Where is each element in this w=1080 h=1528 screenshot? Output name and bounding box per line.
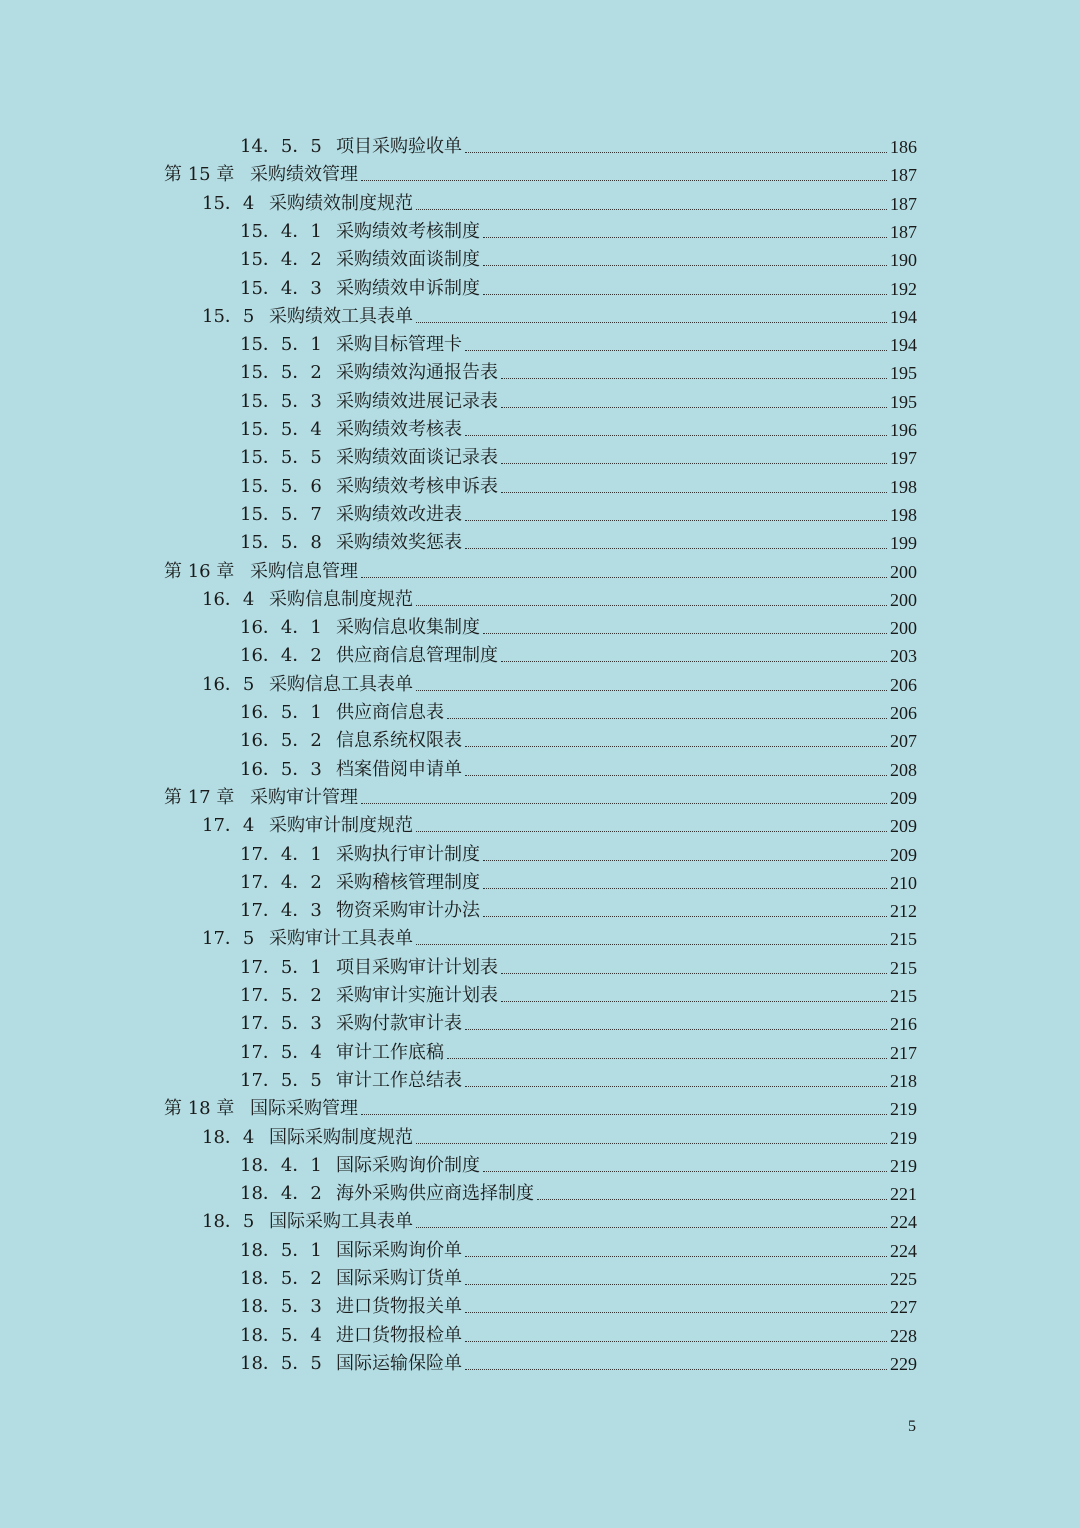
toc-entry-number: 16．5 bbox=[202, 673, 255, 695]
toc-entry-title: 采购绩效改进表 bbox=[336, 503, 462, 525]
toc-leader-dots bbox=[416, 831, 887, 832]
toc-entry[interactable] bbox=[240, 1290, 917, 1318]
toc-entry[interactable] bbox=[164, 555, 917, 583]
toc-entry-title: 采购稽核管理制度 bbox=[336, 871, 480, 893]
toc-entry-number: 15．5．3 bbox=[240, 390, 322, 412]
toc-leader-dots bbox=[501, 1001, 887, 1002]
toc-entry[interactable] bbox=[240, 272, 917, 300]
toc-entry[interactable] bbox=[240, 1149, 917, 1177]
toc-entry-number: 17．4．2 bbox=[240, 871, 322, 893]
toc-entry[interactable] bbox=[240, 866, 917, 894]
toc-entry-title: 采购绩效面谈制度 bbox=[336, 249, 480, 271]
toc-entry-page: 224 bbox=[890, 1240, 917, 1261]
toc-leader-dots bbox=[465, 1284, 887, 1285]
toc-entry-number: 15．5．4 bbox=[240, 419, 322, 440]
toc-entry-number: 17．5．4 bbox=[240, 1041, 322, 1063]
toc-entry-number: 第 17 章 bbox=[164, 786, 235, 808]
toc-entry-page: 200 bbox=[890, 618, 917, 639]
toc-entry-page: 195 bbox=[890, 391, 917, 412]
toc-entry-title: 采购信息收集制度 bbox=[336, 617, 480, 639]
toc-leader-dots bbox=[416, 605, 887, 606]
toc-entry-title: 采购绩效制度规范 bbox=[269, 192, 413, 214]
toc-entry[interactable] bbox=[240, 1177, 917, 1205]
toc-entry-title: 进口货物报关单 bbox=[336, 1296, 462, 1318]
toc-entry-number: 15．4 bbox=[202, 192, 255, 214]
toc-entry-page: 190 bbox=[890, 250, 917, 271]
toc-entry-number: 16．4．2 bbox=[240, 645, 322, 667]
toc-leader-dots bbox=[416, 1227, 887, 1228]
toc-leader-dots bbox=[447, 718, 887, 719]
toc-leader-dots bbox=[465, 152, 887, 153]
toc-entry-page: 209 bbox=[890, 844, 917, 865]
toc-entry-title: 供应商信息表 bbox=[336, 702, 444, 723]
toc-entry-title: 国际采购工具表单 bbox=[269, 1211, 413, 1233]
toc-entry[interactable] bbox=[240, 838, 917, 866]
toc-leader-dots bbox=[465, 1312, 887, 1313]
toc-entry-title: 档案借阅申请单 bbox=[336, 758, 462, 780]
toc-entry-page: 206 bbox=[890, 674, 917, 695]
toc-entry-page: 225 bbox=[890, 1269, 917, 1289]
toc-entry-number: 18．5．2 bbox=[240, 1268, 322, 1289]
toc-entry-title: 采购审计工具表单 bbox=[269, 928, 413, 950]
toc-entry-page: 198 bbox=[890, 476, 917, 497]
toc-entry-title: 采购审计实施计划表 bbox=[336, 985, 498, 1006]
toc-leader-dots bbox=[501, 661, 887, 662]
toc-entry-number: 17．4．1 bbox=[240, 843, 322, 865]
toc-entry-number: 15．5．1 bbox=[240, 334, 322, 356]
toc-entry-title: 海外采购供应商选择制度 bbox=[336, 1183, 534, 1205]
toc-entry-page: 208 bbox=[890, 759, 917, 780]
toc-entry-number: 18．5 bbox=[202, 1211, 255, 1233]
toc-leader-dots bbox=[416, 322, 887, 323]
toc-entry[interactable] bbox=[202, 300, 917, 328]
toc-entry[interactable] bbox=[240, 1262, 917, 1290]
toc-entry-number: 17．4．3 bbox=[240, 900, 322, 922]
toc-entry-title: 国际采购管理 bbox=[250, 1098, 358, 1120]
toc-entry-number: 18．5．1 bbox=[240, 1239, 322, 1261]
toc-leader-dots bbox=[537, 1199, 887, 1200]
toc-leader-dots bbox=[501, 407, 887, 408]
toc-leader-dots bbox=[361, 180, 887, 181]
toc-entry[interactable] bbox=[240, 526, 917, 554]
toc-entry-title: 采购审计管理 bbox=[250, 786, 358, 808]
toc-entry-number: 18．5．4 bbox=[240, 1324, 322, 1346]
toc-entry-number: 16．5．1 bbox=[240, 702, 322, 723]
toc-entry-page: 229 bbox=[890, 1353, 917, 1374]
toc-entry[interactable] bbox=[240, 1064, 917, 1092]
toc-entry-number: 18．5．3 bbox=[240, 1296, 322, 1318]
toc-entry-title: 采购付款审计表 bbox=[336, 1013, 462, 1035]
toc-entry[interactable] bbox=[202, 187, 917, 215]
toc-entry-title: 采购绩效面谈记录表 bbox=[336, 447, 498, 469]
toc-leader-dots bbox=[483, 860, 887, 861]
toc-entry[interactable] bbox=[164, 781, 917, 809]
toc-entry-page: 219 bbox=[890, 1155, 917, 1176]
toc-leader-dots bbox=[465, 746, 887, 747]
toc-entry-page: 209 bbox=[890, 787, 917, 808]
toc-leader-dots bbox=[483, 265, 887, 266]
toc-entry-number: 16．4 bbox=[202, 588, 255, 610]
toc-entry[interactable] bbox=[240, 611, 917, 639]
toc-entry-page: 228 bbox=[890, 1325, 917, 1346]
toc-entry-title: 审计工作总结表 bbox=[336, 1069, 462, 1091]
toc-leader-dots bbox=[416, 944, 887, 945]
toc-entry-title: 采购执行审计制度 bbox=[336, 843, 480, 865]
toc-entry[interactable] bbox=[240, 1234, 917, 1262]
toc-entry-title: 采购信息制度规范 bbox=[269, 588, 413, 610]
toc-entry-title: 采购目标管理卡 bbox=[336, 334, 462, 356]
toc-leader-dots bbox=[483, 237, 887, 238]
toc-entry-page: 206 bbox=[890, 703, 917, 723]
toc-leader-dots bbox=[483, 916, 887, 917]
toc-entry-page: 199 bbox=[890, 533, 917, 554]
toc-entry-page: 227 bbox=[890, 1297, 917, 1318]
toc-entry-title: 采购审计制度规范 bbox=[269, 815, 413, 837]
toc-leader-dots bbox=[465, 1086, 887, 1087]
toc-entry[interactable] bbox=[240, 215, 917, 243]
toc-entry-title: 物资采购审计办法 bbox=[336, 900, 480, 922]
toc-entry[interactable] bbox=[202, 1121, 917, 1149]
toc-entry-number: 17．5．3 bbox=[240, 1013, 322, 1035]
toc-entry-page: 224 bbox=[890, 1212, 917, 1233]
toc-entry[interactable] bbox=[240, 498, 917, 526]
toc-entry-number: 18．4 bbox=[202, 1126, 255, 1148]
toc-entry-number: 第 15 章 bbox=[164, 164, 235, 186]
toc-entry[interactable] bbox=[240, 130, 917, 158]
toc-entry-number: 17．5．5 bbox=[240, 1069, 322, 1091]
toc-entry[interactable] bbox=[202, 809, 917, 837]
toc-entry-number: 15．5．2 bbox=[240, 362, 322, 384]
toc-entry[interactable] bbox=[240, 1036, 917, 1064]
toc-entry-page: 221 bbox=[890, 1184, 917, 1205]
toc-entry-number: 第 18 章 bbox=[164, 1098, 235, 1120]
toc-entry-page: 219 bbox=[890, 1099, 917, 1120]
toc-entry-page: 187 bbox=[890, 193, 917, 214]
toc-entry[interactable] bbox=[240, 979, 917, 1007]
toc-entry-title: 项目采购验收单 bbox=[336, 136, 462, 157]
toc-entry-page: 192 bbox=[890, 278, 917, 299]
toc-leader-dots bbox=[483, 888, 887, 889]
toc-leader-dots bbox=[361, 1114, 887, 1115]
toc-entry-number: 17．4 bbox=[202, 815, 255, 837]
toc-leader-dots bbox=[416, 1143, 887, 1144]
toc-leader-dots bbox=[465, 520, 887, 521]
toc-entry-page: 197 bbox=[890, 448, 917, 469]
toc-entry-number: 14．5．5 bbox=[240, 136, 322, 157]
toc-entry[interactable] bbox=[202, 583, 917, 611]
toc-entry-title: 采购绩效申诉制度 bbox=[336, 277, 480, 299]
toc-entry-number: 第 16 章 bbox=[164, 560, 235, 582]
toc-entry-title: 采购绩效管理 bbox=[250, 164, 358, 186]
toc-leader-dots bbox=[465, 775, 887, 776]
toc-entry-page: 200 bbox=[890, 589, 917, 610]
toc-entry-title: 信息系统权限表 bbox=[336, 730, 462, 752]
toc-leader-dots bbox=[447, 1058, 887, 1059]
toc-entry-title: 采购绩效考核申诉表 bbox=[336, 475, 498, 497]
toc-entry-page: 198 bbox=[890, 504, 917, 525]
toc-entry-page: 217 bbox=[890, 1042, 917, 1063]
toc-entry-number: 15．5．5 bbox=[240, 447, 322, 469]
toc-entry[interactable] bbox=[240, 696, 917, 724]
toc-leader-dots bbox=[501, 973, 887, 974]
toc-entry[interactable] bbox=[240, 951, 917, 979]
toc-entry-title: 采购绩效考核表 bbox=[336, 419, 462, 440]
toc-entry-number: 18．4．1 bbox=[240, 1154, 322, 1176]
toc-entry-page: 187 bbox=[890, 221, 917, 242]
toc-leader-dots bbox=[416, 209, 887, 210]
toc-leader-dots bbox=[501, 492, 887, 493]
toc-entry-title: 采购绩效沟通报告表 bbox=[336, 362, 498, 384]
toc-entry[interactable] bbox=[240, 639, 917, 667]
toc-leader-dots bbox=[465, 435, 887, 436]
toc-leader-dots bbox=[465, 350, 887, 351]
toc-entry-title: 项目采购审计计划表 bbox=[336, 956, 498, 978]
toc-leader-dots bbox=[483, 1171, 887, 1172]
toc-leader-dots bbox=[483, 633, 887, 634]
toc-leader-dots bbox=[465, 1256, 887, 1257]
toc-entry-number: 15．5 bbox=[202, 305, 255, 327]
toc-entry[interactable] bbox=[240, 413, 917, 441]
toc-entry-number: 15．5．6 bbox=[240, 475, 322, 497]
toc-entry[interactable] bbox=[240, 441, 917, 469]
page-number: 5 bbox=[908, 1418, 916, 1435]
toc-entry-number: 16．4．1 bbox=[240, 617, 322, 639]
toc-entry-page: 187 bbox=[890, 165, 917, 186]
toc-entry-number: 17．5．2 bbox=[240, 985, 322, 1006]
toc-entry-title: 审计工作底稿 bbox=[336, 1041, 444, 1063]
toc-entry-title: 采购绩效考核制度 bbox=[336, 220, 480, 242]
toc-entry[interactable] bbox=[240, 328, 917, 356]
toc-entry-title: 采购信息管理 bbox=[250, 560, 358, 582]
toc-entry-page: 200 bbox=[890, 561, 917, 582]
toc-entry[interactable] bbox=[240, 385, 917, 413]
toc-entry-number: 18．4．2 bbox=[240, 1183, 322, 1205]
toc-entry[interactable] bbox=[240, 1007, 917, 1035]
toc-entry-number: 17．5 bbox=[202, 928, 255, 950]
toc-entry-number: 15．5．7 bbox=[240, 503, 322, 525]
toc-entry[interactable] bbox=[240, 894, 917, 922]
toc-leader-dots bbox=[465, 1029, 887, 1030]
toc-entry-title: 国际采购制度规范 bbox=[269, 1126, 413, 1148]
toc-entry-number: 15．4．1 bbox=[240, 220, 322, 242]
toc-entry[interactable] bbox=[240, 470, 917, 498]
toc-entry-title: 采购绩效工具表单 bbox=[269, 305, 413, 327]
toc-entry-number: 15．4．3 bbox=[240, 277, 322, 299]
toc-entry-page: 210 bbox=[890, 872, 917, 893]
toc-leader-dots bbox=[361, 577, 887, 578]
toc-entry-number: 18．5．5 bbox=[240, 1352, 322, 1374]
toc-entry[interactable] bbox=[164, 1092, 917, 1120]
toc-entry-number: 15．4．2 bbox=[240, 249, 322, 271]
toc-entry-page: 186 bbox=[890, 137, 917, 157]
toc-entry-page: 215 bbox=[890, 986, 917, 1006]
toc-leader-dots bbox=[416, 690, 887, 691]
toc-entry[interactable] bbox=[240, 1347, 917, 1375]
toc-entry-page: 195 bbox=[890, 363, 917, 384]
toc-entry-number: 16．5．3 bbox=[240, 758, 322, 780]
toc-entry[interactable] bbox=[164, 158, 917, 186]
toc-entry-page: 219 bbox=[890, 1127, 917, 1148]
toc-entry-page: 194 bbox=[890, 335, 917, 356]
toc-entry-page: 194 bbox=[890, 306, 917, 327]
toc-entry[interactable] bbox=[202, 668, 917, 696]
toc-leader-dots bbox=[483, 294, 887, 295]
toc-entry-title: 国际采购询价制度 bbox=[336, 1154, 480, 1176]
toc-entry-page: 207 bbox=[890, 731, 917, 752]
toc-entry-page: 215 bbox=[890, 929, 917, 950]
toc-entry[interactable] bbox=[240, 356, 917, 384]
toc-entry-title: 供应商信息管理制度 bbox=[336, 645, 498, 667]
toc-entry-page: 218 bbox=[890, 1070, 917, 1091]
toc-leader-dots bbox=[501, 378, 887, 379]
toc-entry[interactable] bbox=[240, 753, 917, 781]
toc-entry-page: 196 bbox=[890, 420, 917, 440]
toc-entry-title: 采购信息工具表单 bbox=[269, 673, 413, 695]
toc-entry-number: 17．5．1 bbox=[240, 956, 322, 978]
toc-entry-page: 212 bbox=[890, 901, 917, 922]
toc-leader-dots bbox=[465, 548, 887, 549]
toc-entry-title: 国际采购询价单 bbox=[336, 1239, 462, 1261]
toc-leader-dots bbox=[465, 1341, 887, 1342]
toc-entry[interactable] bbox=[202, 1205, 917, 1233]
toc-entry-title: 进口货物报检单 bbox=[336, 1324, 462, 1346]
toc-entry-title: 国际运输保险单 bbox=[336, 1352, 462, 1374]
toc-entry-title: 国际采购订货单 bbox=[336, 1268, 462, 1289]
toc-entry-title: 采购绩效进展记录表 bbox=[336, 390, 498, 412]
toc-entry[interactable] bbox=[240, 243, 917, 271]
toc-leader-dots bbox=[501, 463, 887, 464]
toc-entry[interactable] bbox=[202, 922, 917, 950]
toc-entry-page: 216 bbox=[890, 1014, 917, 1035]
toc-leader-dots bbox=[361, 803, 887, 804]
toc-leader-dots bbox=[465, 1369, 887, 1370]
toc-entry-page: 209 bbox=[890, 816, 917, 837]
toc-entry[interactable] bbox=[240, 1319, 917, 1347]
toc-entry-number: 16．5．2 bbox=[240, 730, 322, 752]
toc-entry-page: 203 bbox=[890, 646, 917, 667]
toc-entry-number: 15．5．8 bbox=[240, 532, 322, 554]
toc-entry-title: 采购绩效奖惩表 bbox=[336, 532, 462, 554]
toc-entry-page: 215 bbox=[890, 957, 917, 978]
toc-entry[interactable] bbox=[240, 724, 917, 752]
